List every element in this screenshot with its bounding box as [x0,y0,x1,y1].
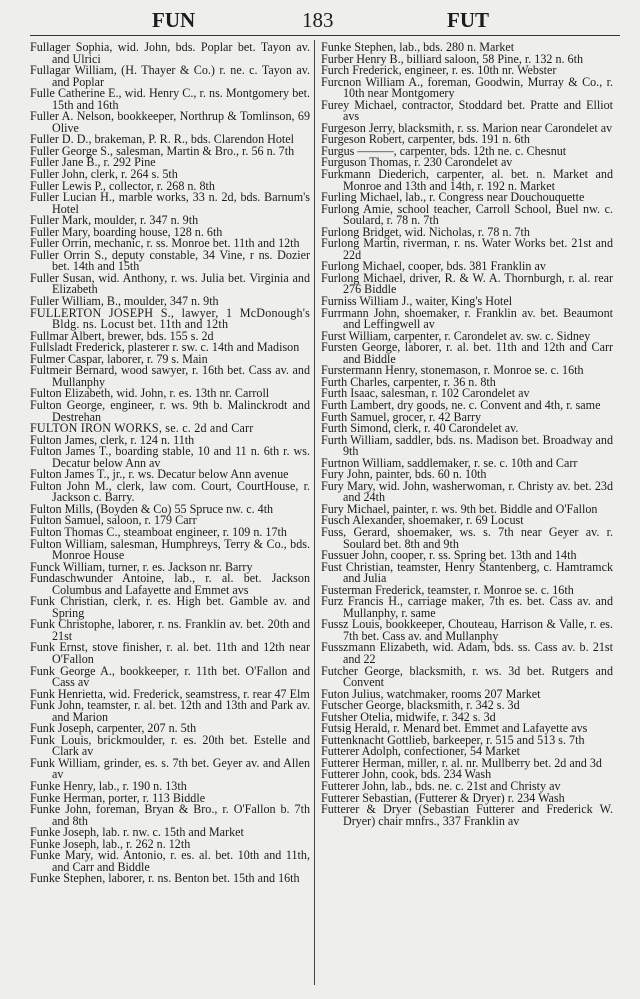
directory-entry: Fury Michael, painter, r. ws. 9th bet. Biddle and O'Fallon [321,501,598,516]
directory-entry: Fundaschwunder Antoine, lab., r. al. bet. Jackson Columbus and Lafayette and Emmet avs [30,571,310,597]
directory-entry: Fuller Lewis P., collector, r. 268 n. 8th [30,178,215,193]
directory-entry: Fussz Louis, bookkeeper, Chouteau, Harrison & Valle, r. es. 7th bet. Cass av. and Mullanphy [321,617,613,643]
directory-entry: Furz Francis H., carriage maker, 7th es. bet. Cass av. and Mullanphy, r. same [321,594,613,620]
directory-entry: Furst William, carpenter, r. Carondelet av. sw. c. Sidney [321,328,591,343]
directory-entry: Furlong Martin, riverman, r. ns. Water Works bet. 21st and 22d [321,236,613,262]
directory-entry: Fulmer Caspar, laborer, r. 79 s. Main [30,351,208,366]
directory-entry: Funk Christophe, laborer, r. ns. Franklin av. bet. 20th and 21st [30,617,310,643]
left-column [30,42,310,885]
directory-entry: Furth Isaac, salesman, r. 102 Carondelet av [321,386,530,401]
directory-entry: Furgeson Jerry, blacksmith, r. ss. Marion near Carondelet av [321,120,613,135]
directory-entry: Fusch Alexander, shoemaker, r. 69 Locust [321,513,524,528]
directory-entry: Fusterman Frederick, teamster, r. Monroe se. c. 16th [321,582,574,597]
directory-entry: Funk Joseph, carpenter, 207 n. 5th [30,721,197,736]
directory-entry: Fusszmann Elizabeth, wid. Adam, bds. ss. Cass av. b. 21st and 22 [321,640,613,666]
directory-entry: Fussuer John, cooper, r. ss. Spring bet. 13th and 14th [321,548,577,563]
directory-entry: Funke Joseph, lab. r. nw. c. 15th and Market [30,825,244,840]
directory-entry: Fuller John, clerk, r. 264 s. 5th [30,167,178,182]
directory-entry: Furth Simond, clerk, r. 40 Carondelet av. [321,421,519,436]
directory-entry: Fuller Mary, boarding house, 128 n. 6th [30,224,223,239]
directory-entry: Fullagar William, (H. Thayer & Co.) r. ne. c. Tayon av. and Poplar [30,63,310,89]
directory-entry: Fuller Susan, wid. Anthony, r. ws. Julia bet. Virginia and Elizabeth [30,270,310,297]
directory-entry: Furniss William J., waiter, King's Hotel [321,294,513,309]
directory-entry: Fullsladt Frederick, plasterer r. sw. c. 14th and Madison [30,340,300,355]
directory-entry: Furcnon William A., foreman, Goodwin, Murray & Co., r. 10th near Montgomery [321,74,613,101]
column-divider [314,40,315,985]
directory-entry: Futon Julius, watchmaker, rooms 207 Market [321,686,541,701]
directory-entry: Futscher George, blacksmith, r. 342 s. 3d [321,698,520,713]
right-column [321,42,613,827]
directory-entry: Fulton Elizabeth, wid. John, r. es. 13th nr. Carroll [30,386,270,401]
directory-entry: Fulle Catherine E., wid. Henry C., r. ns. Montgomery bet. 15th and 16th [30,86,310,112]
left-guide-word: FUN [152,8,196,32]
directory-entry: Fursten George, laborer, r. al. bet. 11th and 12th and Carr and Biddle [321,340,613,366]
directory-entry: Fullager Sophia, wid. John, bds. Poplar bet. Tayon av. and Ulrici [30,40,310,66]
directory-entry: Futterer & Dryer (Sebastian Futterer and Frederick W. Dryer) chair mnfrs., 337 Franklin av [321,802,613,828]
directory-entry: Fuss, Gerard, shoemaker, ws. s. 7th near Geyer av. r. Soulard bet. 8th and 9th [321,524,613,551]
directory-entry: Funk John, teamster, r. al. bet. 12th and 13th and Park av. and Marion [30,698,310,724]
directory-entry: Fury Mary, wid. John, washerwoman, r. Christy av. bet. 23d and 24th [321,478,613,505]
right-guide-word: FUT [447,8,489,32]
directory-entry: Fust Christian, teamster, Henry Stantenberg, c. Hamtramck and Julia [321,559,613,586]
directory-entry: Furth Lambert, dry goods, ne. c. Convent and 4th, r. same [321,397,601,412]
directory-entry: Fuller George S., salesman, Martin & Bro., r. 56 n. 7th [30,143,295,158]
directory-entry: Fulton George, engineer, r. ws. 9th b. Malinckrodt and Destrehan [30,397,310,424]
directory-entry: Furgeson Robert, carpenter, bds. 191 n. 6th [321,132,530,147]
directory-entry: Furch Frederick, engineer, r. es. 10th nr. Webster [321,63,557,78]
directory-entry: Fultmeir Bernard, wood sawyer, r. 16th bet. Cass av. and Mullanphy [30,363,310,389]
directory-entry: Furguson Thomas, r. 230 Carondelet av [321,155,513,170]
directory-entry: Furtnon William, saddlemaker, r. se. c. 10th and Carr [321,455,578,470]
directory-entry: Futcher George, blacksmith, r. ws. 3d bet. Rutgers and Convent [321,663,613,690]
directory-entry: Funk Christian, clerk, r. es. High bet. Gamble av. and Spring [30,594,310,620]
directory-entry: Furling Michael, lab., r. Congress near Douchouquette [321,190,585,205]
directory-entry: Furstermann Henry, stonemason, r. Monroe se. c. 16th [321,363,584,378]
directory-entry: Fulton James T., jr., r. ws. Decatur below Ann avenue [30,467,289,482]
directory-entry: Funk Louis, brickmoulder, r. es. 20th bet. Estelle and Clark av [30,732,310,759]
directory-entry: Furth William, saddler, bds. ns. Madison bet. Broadway and 9th [321,432,613,459]
page-number: 183 [302,8,334,32]
directory-entry: Futsig Herald, r. Menard bet. Emmet and Lafayette avs [321,721,588,736]
directory-entry: Fuller D. D., brakeman, P. R. R., bds. Clarendon Hotel [30,132,295,147]
directory-entry: Fulton John M., clerk, law com. Court, CourtHouse, r. Jackson c. Barry. [30,478,310,505]
directory-entry: Fuller William, B., moulder, 347 n. 9th [30,294,219,309]
directory-entry: Furrmann John, shoemaker, r. Franklin av. bet. Beaumont and Leffingwell av [321,305,613,332]
directory-entry: Fuller Jane B., r. 292 Pine [30,155,156,170]
directory-entry: Furlong Amie, school teacher, Carroll School, Buel nw. c. Soulard, r. 78 n. 7th [321,201,613,228]
directory-entry: Fulton Samuel, saloon, r. 179 Carr [30,513,197,528]
directory-entry: Furlong Michael, cooper, bds. 381 Franklin av [321,259,546,274]
directory-entry: Furey Michael, contractor, Stoddard bet. Pratte and Elliot avs [321,97,613,124]
directory-entry: Furlong Michael, driver, R. & W. A. Thornburgh, r. al. rear 276 Biddle [321,270,613,297]
directory-entry: Fulton Mills, (Boyden & Co) 55 Spruce nw. c. 4th [30,501,274,516]
directory-entry: Funck William, turner, r. es. Jackson nr. Barry [30,559,253,574]
directory-entry: Funke Henry, lab., r. 190 n. 13th [30,779,187,793]
directory-entry: Futterer Herman, miller, r. al. nr. Mullberry bet. 2d and 3d [321,755,602,770]
directory-entry: Futterer John, cook, bds. 234 Wash [321,767,492,782]
directory-entry: Funke John, foreman, Bryan & Bro., r. O'Fallon b. 7th and 8th [30,802,310,828]
directory-entry: Funk George A., bookkeeper, r. 11th bet. O'Fallon and Cass av [30,663,310,690]
directory-entry: FULLERTON JOSEPH S., lawyer, 1 McDonough's Bldg. ns. Locust bet. 11th and 12th [30,305,310,332]
directory-entry: Fuller Orrin, mechanic, r. ss. Monroe bet. 11th and 12th [30,236,300,251]
directory-entry: Furth Samuel, grocer, r. 42 Barry [321,409,482,424]
directory-entry: Fulton James, clerk, r. 124 n. 11th [30,432,195,447]
directory-entry: Furkmann Diederich, carpenter, al. bet. n. Market and Monroe and 13th and 14th, r. 192 n. Market [321,167,613,193]
directory-entry: FULTON IRON WORKS, se. c. 2d and Carr [30,421,254,436]
directory-entry: Furth Charles, carpenter, r. 36 n. 8th [321,374,496,389]
directory-entry: Fuller Orrin S., deputy constable, 34 Vine, r ns. Dozier bet. 14th and 15th [30,247,310,274]
directory-entry: Futterer Sebastian, (Futterer & Dryer) r. 234 Wash [321,790,565,805]
directory-entry: Furgus ———, carpenter, bds. 12th ne. c. Chesnut [321,143,567,158]
directory-entry: Funk Henrietta, wid. Frederick, seamstress, r. rear 47 Elm [30,686,310,701]
directory-entry: Funke Herman, porter, r. 113 Biddle [30,790,206,805]
directory-entry: Funke Stephen, laborer, r. ns. Benton bet. 15th and 16th [30,871,300,886]
directory-entry: Funk William, grinder, es. s. 7th bet. Geyer av. and Allen av [30,755,310,782]
directory-entry: Furber Henry B., billiard saloon, 58 Pine, r. 132 n. 6th [321,51,584,66]
directory-entry: Fulton James T., boarding stable, 10 and 11 n. 6th r. ws. Decatur below Ann av [30,444,310,470]
directory-entry: Fury John, painter, bds. 60 n. 10th [321,467,487,482]
directory-entry: Furlong Bridget, wid. Nicholas, r. 78 n. 7th [321,224,530,239]
directory-entry: Fulton William, salesman, Humphreys, Terry & Co., bds. Monroe House [30,536,310,563]
directory-entry: Fuller Mark, moulder, r. 347 n. 9th [30,213,199,228]
directory-entry: Fuller Lucian H., marble works, 33 n. 2d, bds. Barnum's Hotel [30,190,310,216]
directory-entry: Fullmar Albert, brewer, bds. 155 s. 2d [30,328,214,343]
directory-entry: Futterer John, lab., bds. ne. c. 21st and Christy av [321,779,561,793]
directory-entry: Funk Ernst, stove finisher, r. al. bet. 11th and 12th near O'Fallon [30,640,310,666]
directory-entry: Fuller A. Nelson, bookkeeper, Northrup & Tomlinson, 69 Olive [30,109,310,135]
directory-entry: Funke Joseph, lab., r. 262 n. 12th [30,836,191,851]
directory-entry: Futtenknacht Gottlieb, barkeeper, r. 515 and 513 s. 7th [321,732,585,747]
directory-entry: Futterer Adolph, confectioner, 54 Market [321,744,521,759]
directory-entry: Funke Stephen, lab., bds. 280 n. Market [321,40,515,54]
page-header [0,4,640,34]
directory-entry: Futsher Otelia, midwife, r. 342 s. 3d [321,709,496,724]
header-rule [30,35,620,36]
directory-entry: Fulton Thomas C., steamboat engineer, r. 109 n. 17th [30,524,287,539]
directory-entry: Funke Mary, wid. Antonio, r. es. al. bet. 10th and 11th, and Carr and Biddle [30,848,310,874]
